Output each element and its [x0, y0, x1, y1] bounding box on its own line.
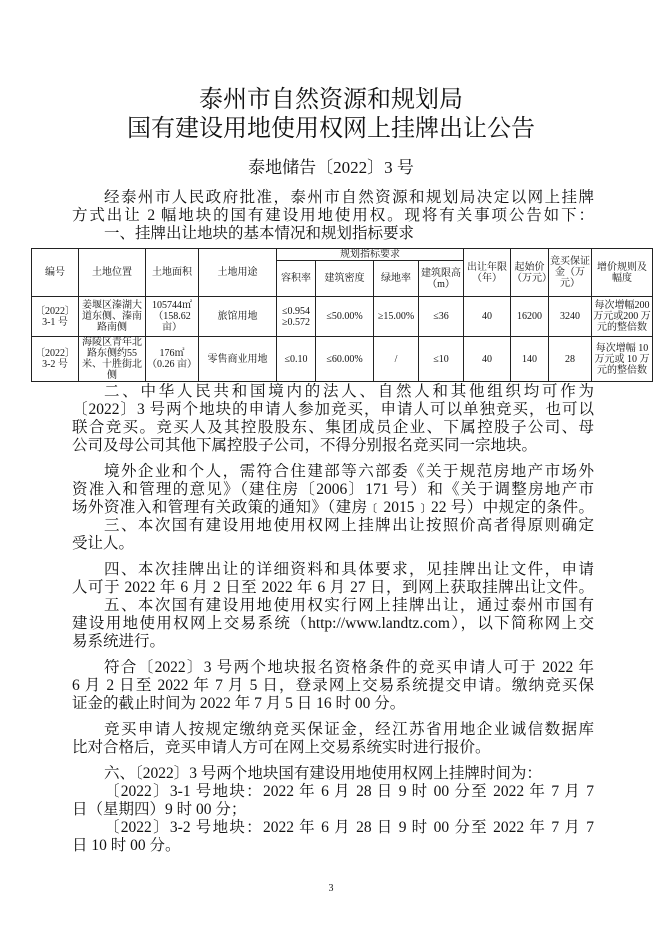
cell-far: ≤0.954 ≥0.572 — [277, 297, 316, 337]
section-heading: 一、挂牌出让地块的基本情况和规划指标要求 — [104, 225, 415, 242]
cell-height: ≤10 — [419, 337, 464, 382]
paragraph-line: 受让人。 — [72, 535, 135, 552]
paragraph-line: 人可于 2022 年 6 月 2 日至 2022 年 6 月 27 日，到网上获取挂牌出让文件。 — [72, 579, 594, 596]
header-no: 编号 — [32, 249, 79, 297]
title-line-2: 国有建设用地使用权网上挂牌出让公告 — [127, 116, 535, 142]
cell-green: / — [374, 337, 419, 382]
land-parcel-table — [31, 248, 653, 382]
title-line-1: 泰州市自然资源和规划局 — [199, 87, 463, 113]
cell-deposit: 3240 — [549, 297, 592, 337]
cell-price: 140 — [511, 337, 549, 382]
document-body — [0, 189, 662, 914]
paragraph-line: 竞买申请人按规定缴纳竞买保证金，经江苏省用地企业诚信数据库 — [104, 721, 594, 738]
header-price: 起始价（万元） — [511, 249, 549, 297]
paragraph-line: 日（星期四）9 时 00 分； — [72, 801, 247, 818]
header-height: 建筑限高（m） — [419, 261, 464, 297]
cell-area: 105744㎡（158.62 亩） — [146, 297, 199, 337]
paragraph-line: 联合竞买。竞买人及其控股股东、集团成员企业、下属控股子公司、母 — [72, 419, 594, 436]
paragraph-line: 〔2022〕3 号两个地块的申请人参加竞买，申请人可以单独竞买，也可以 — [72, 401, 594, 418]
cell-height: ≤36 — [419, 297, 464, 337]
cell-location: 姜堰区溱湖大道东侧、溱南路南侧 — [79, 297, 146, 337]
paragraph-line: 建设用地使用权网上交易系统（http://www.landtz.com），以下简称网上交 — [72, 615, 594, 632]
cell-years: 40 — [464, 337, 511, 382]
cell-green: ≥15.00% — [374, 297, 419, 337]
cell-increment: 每次增幅 10 万元或 10 万元的整倍数 — [592, 337, 653, 382]
cell-deposit: 28 — [549, 337, 592, 382]
header-plan-group: 规划指标要求 — [277, 249, 464, 261]
paragraph-line: 日 10 时 00 分。 — [72, 837, 181, 854]
header-green: 绿地率 — [374, 261, 419, 297]
paragraph-line: 〔2022〕3-2 号地块：2022 年 6 月 28 日 9 时 00 分至 2022 年 7 月 7 — [104, 819, 594, 836]
cell-no: 〔2022〕3-2 号 — [32, 337, 79, 382]
cell-use: 旅馆用地 — [199, 297, 277, 337]
paragraph-line: 6 月 2 日至 2022 年 7 月 5 日，登录网上交易系统提交申请。缴纳竞买保 — [72, 677, 594, 694]
paragraph-line: 方式出让 2 幅地块的国有建设用地使用权。现将有关事项公告如下： — [72, 207, 594, 224]
cell-location: 海陵区青年北路东侧约55 米、十胜街北侧 — [79, 337, 146, 382]
header-area: 土地面积 — [146, 249, 199, 297]
paragraph-line: 境外企业和个人，需符合住建部等六部委《关于规范房地产市场外 — [104, 463, 594, 480]
paragraph-line: 比对合格后，竞买申请人方可在网上交易系统实时进行报价。 — [72, 739, 491, 756]
header-use: 土地用途 — [199, 249, 277, 297]
paragraph-line: 六、〔2022〕3 号两个地块国有建设用地使用权网上挂牌时间为： — [104, 765, 542, 782]
table-row — [32, 297, 653, 337]
cell-price: 16200 — [511, 297, 549, 337]
paragraph-line: 资准入和管理的意见》（建住房〔2006〕171 号）和《关于调整房地产市 — [72, 481, 594, 498]
paragraph-line: 四、本次挂牌出让的详细资料和具体要求，见挂牌出让文件，申请 — [104, 561, 594, 578]
table-row — [32, 337, 653, 382]
paragraph-line: 五、本次国有建设用地使用权实行网上挂牌出让，通过泰州市国有 — [104, 597, 594, 614]
paragraph-line: 符合〔2022〕3 号两个地块报名资格条件的竞买申请人可于 2022 年 — [104, 659, 594, 676]
cell-use: 零售商业用地 — [199, 337, 277, 382]
paragraph-line: 〔2022〕3-1 号地块：2022 年 6 月 28 日 9 时 00 分至 2022 年 7 月 7 — [104, 783, 594, 800]
cell-density: ≤60.00% — [316, 337, 374, 382]
paragraph-line: 易系统进行。 — [72, 633, 166, 650]
cell-area: 176㎡（0.26 亩） — [146, 337, 199, 382]
header-deposit: 竞买保证金（万元） — [549, 249, 592, 297]
header-location: 土地位置 — [79, 249, 146, 297]
paragraph-line: 证金的截止时间为 2022 年 7 月 5 日 16 时 00 分。 — [72, 695, 406, 712]
cell-no: 〔2022〕3-1 号 — [32, 297, 79, 337]
paragraph-line: 场外资准入和管理有关政策的通知》（建房﹝2015﹞22 号）中规定的条件。 — [72, 499, 594, 516]
header-years: 出让年限（年） — [464, 249, 511, 297]
header-increment: 增价规则及幅度 — [592, 249, 653, 297]
header-far: 容积率 — [277, 261, 316, 297]
cell-increment: 每次增幅200 万元或200 万元的整倍数 — [592, 297, 653, 337]
page-number: 3 — [328, 883, 334, 894]
paragraph-line: 三、本次国有建设用地使用权网上挂牌出让按照价高者得原则确定 — [104, 517, 594, 534]
paragraph-line: 公司及母公司其他下属控股子公司，不得分别报名竞买同一宗地块。 — [72, 437, 538, 454]
cell-density: ≤50.00% — [316, 297, 374, 337]
header-density: 建筑密度 — [316, 261, 374, 297]
paragraph-line: 经泰州市人民政府批准，泰州市自然资源和规划局决定以网上挂牌 — [104, 189, 594, 206]
paragraph-line: 二、中华人民共和国境内的法人、自然人和其他组织均可作为 — [104, 383, 594, 400]
cell-far: ≤0.10 — [277, 337, 316, 382]
document-number: 泰地储告〔2022〕3 号 — [248, 158, 414, 177]
cell-years: 40 — [464, 297, 511, 337]
